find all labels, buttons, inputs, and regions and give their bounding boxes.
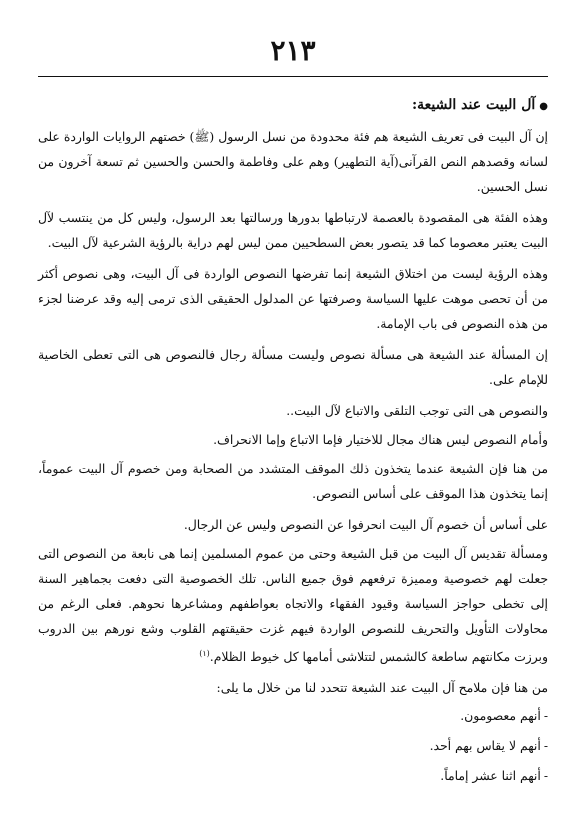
header-rule xyxy=(38,76,548,77)
paragraph-5: والنصوص هى التى توجب التلقى والاتباع لآل البيت.. xyxy=(286,403,548,418)
page-content xyxy=(38,88,548,794)
bullet-icon: ● xyxy=(539,101,548,112)
list-item xyxy=(38,734,548,758)
list-item xyxy=(38,764,548,788)
section-heading xyxy=(38,92,548,120)
paragraph-1: إن آل البيت فى تعريف الشيعة هم فئة محدودة من نسل الرسول (ﷺ) خصتهم الروايات الواردة على لسانه وقصدهم النص القرآنى(آية التطهير) وهم على وفاطمة والحسن والحسين ثم تسعة آخرون من نسل الحسين. xyxy=(38,129,548,194)
dash-icon: - xyxy=(543,768,548,784)
list-item-text: أنهم معصومون. xyxy=(460,708,541,724)
dash-icon: - xyxy=(543,738,548,754)
document-page xyxy=(38,0,548,839)
dash-icon: - xyxy=(543,708,548,724)
paragraph-9 xyxy=(38,541,548,669)
paragraph-7: من هنا فإن الشيعة عندما يتخذون ذلك الموقف المتشدد من الصحابة ومن خصوم آل البيت عموماً، إنما يتخذون هذا الموقف على أساس النصوص. xyxy=(38,461,548,501)
paragraph-3: وهذه الرؤية ليست من اختلاق الشيعة إنما تفرضها النصوص الواردة فى آل البيت، وهى نصوص أكثر من أن تحصى موهت عليها السياسة وصرفتها عن المدلول الحقيقى الذى ترمى إليه وقد عرضنا لجزء من هذه النصوص فى باب الإمامة. xyxy=(38,266,548,331)
paragraph-6: وأمام النصوص ليس هناك مجال للاختيار فإما الاتباع وإما الانحراف. xyxy=(213,432,548,447)
paragraph-9-text: ومسألة تقديس آل البيت من قبل الشيعة وحتى من عموم المسلمين إنما هى نابعة من النصوص التى جعلت لهم خصوصية ومميزة ترفعهم فوق جميع الناس. تلك الخصوصية التى دفعت بجماهير السنة إلى تخطى حواجز السياسة وقيود الفقهاء والاتجاه بعواطفهم ومشاعرها نحوهم. فعلى الرغم من محاولات التأويل والتحريف للنصوص الواردة فيهم غزت حقيقتهم القلوب وشع نورهم بين الدروب وبرزت مكانتهم ساطعة كالشمس لتتلاشى أمامها كل خيوط الظلام. xyxy=(38,546,548,665)
paragraph-2: وهذه الفئة هى المقصودة بالعصمة لارتباطها بدورها ورسالتها بعد الرسول، وليس كل من ينتسب لآل البيت يعتبر معصوما كما قد يتصور بعض السطحيين ممن ليس لهم دراية بالرؤية الشرعية لآل البيت. xyxy=(38,210,548,250)
list-item-text: أنهم لا يقاس بهم أحد. xyxy=(429,738,541,754)
paragraph-8: على أساس أن خصوم آل البيت انحرفوا عن النصوص وليس عن الرجال. xyxy=(183,517,548,532)
footnote-marker: (١) xyxy=(199,649,210,658)
page-number: ٢١٣ xyxy=(270,34,316,67)
list-item xyxy=(38,704,548,728)
paragraph-4: إن المسألة عند الشيعة هى مسألة نصوص وليست مسألة رجال فالنصوص هى التى تعطى الخاصية للإمام على. xyxy=(38,347,548,387)
section-heading-text: آل البيت عند الشيعة: xyxy=(412,97,536,113)
paragraph-10: من هنا فإن ملامح آل البيت عند الشيعة تتحدد لنا من خلال ما يلى: xyxy=(216,680,548,696)
list-item-text: أنهم اثنا عشر إماماً. xyxy=(440,768,541,784)
